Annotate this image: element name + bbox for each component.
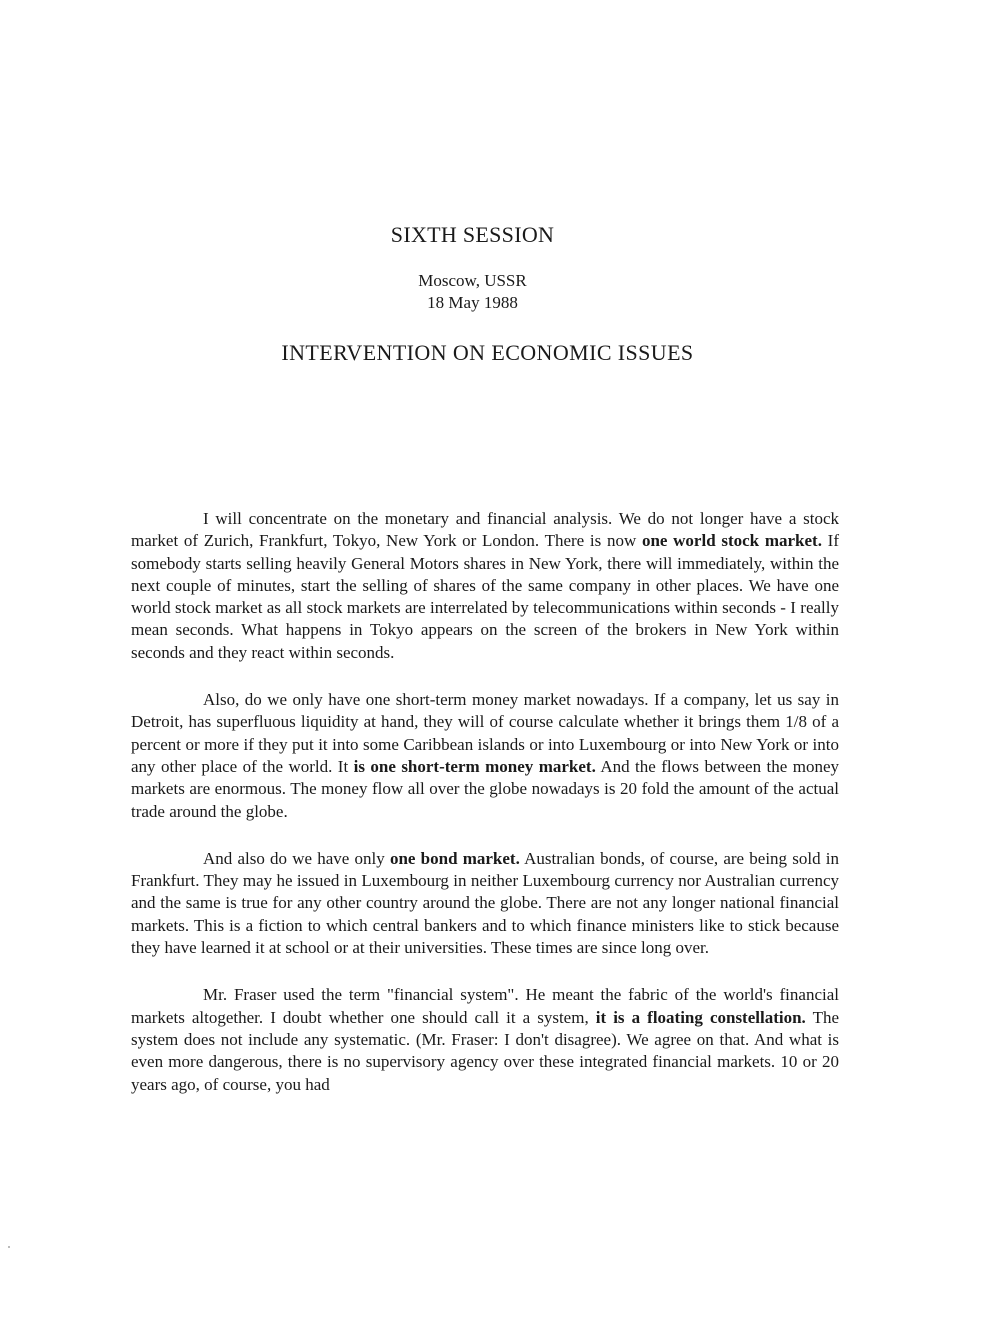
emphasis-text: one bond market. xyxy=(389,848,520,868)
emphasis-text: it is a floating constellation. xyxy=(595,1007,806,1027)
body-text xyxy=(131,508,839,1121)
paragraph-text: And also do we have only xyxy=(203,848,390,868)
document-title: INTERVENTION ON ECONOMIC ISSUES xyxy=(281,340,694,365)
location-date-block xyxy=(0,270,945,314)
paragraph-text: I will concentrate on the monetary and financial analysis. We do not longer have a stock market of Zurich, Frankfurt, Tokyo, New York or London. There is now xyxy=(131,509,839,551)
paragraph-text: And the flows between the money markets are enormous. The money flow all over the globe nowadays is 20 fold the amount of the actual trade around the globe. xyxy=(131,756,839,821)
paragraph xyxy=(131,508,839,664)
session-heading: SIXTH SESSION xyxy=(390,222,555,247)
paragraph xyxy=(131,689,839,823)
emphasis-text: one world stock market. xyxy=(641,531,822,551)
emphasis-text: is one short-term money market. xyxy=(353,756,596,776)
location: Moscow, USSR xyxy=(418,271,527,290)
paragraph-text: Also, do we only have one short-term money market nowadays. If a company, let us say in Detroit, has superfluous liquidity at hand, they will of course calculate whether it brings them 1/8 of a percent or more if they put it into some Caribbean islands or into Luxembourg or into New York or into any other place of the world. It xyxy=(131,690,839,776)
paragraph-text: Australian bonds, of course, are being sold in Frankfurt. They may he issued in Luxembourg in neither Luxembourg currency nor Australian currency and the same is true for any other country around the globe. There are not any longer national financial markets. This is a fiction to which central bankers and to which finance ministers like to stick because they have learned it at school or at their universities. These times are since long over. xyxy=(131,848,839,958)
paragraph xyxy=(131,848,839,959)
paragraph-text: If somebody starts selling heavily General Motors shares in New York, there will immediately, within the next couple of minutes, start the selling of shares of the same company in other places. We have one world stock market as all stock markets are interrelated by telecommunications within seconds - I really mean seconds. What happens in Tokyo appears on the screen of the brokers in New York within seconds and they react within seconds. xyxy=(131,531,839,662)
scan-speck xyxy=(8,1246,10,1248)
paragraph xyxy=(131,984,839,1095)
date: 18 May 1988 xyxy=(427,293,518,312)
paragraph-text: Mr. Fraser used the term "financial system". He meant the fabric of the world's financial markets altogether. I doubt whether one should call it a system, xyxy=(131,985,839,1027)
paragraph-text: The system does not include any systematic. (Mr. Fraser: I don't disagree). We agree on that. And what is even more dangerous, there is no supervisory agency over these integrated financial markets. 10 or 20 years ago, of course, you had xyxy=(131,1007,839,1094)
